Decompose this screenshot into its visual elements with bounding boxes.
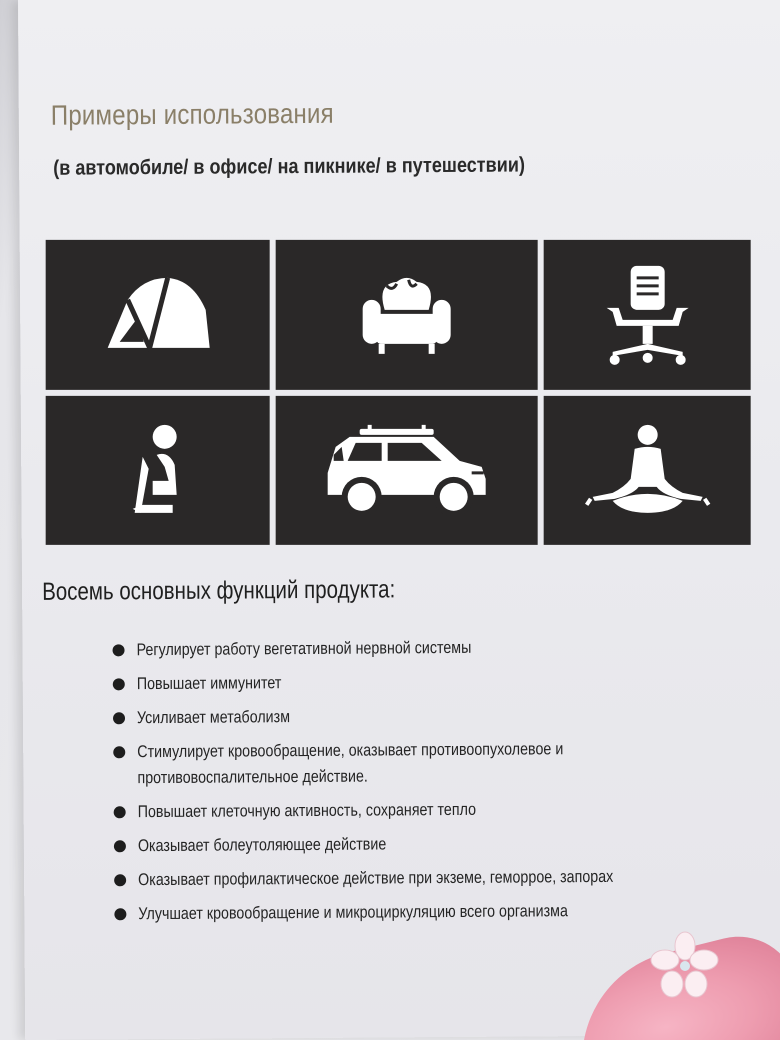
tent-icon: [98, 270, 218, 360]
list-item-text: Стимулирует кровообращение, оказывает противоопухолевое и противовоспалительное действие.: [137, 739, 564, 788]
office-chair-icon: [602, 260, 692, 370]
list-item: [113, 667, 753, 697]
list-item-text: Повышает иммунитет: [136, 673, 282, 694]
list-item-text: Оказывает профилактическое действие при экземе, геморрое, запорах: [138, 866, 614, 890]
flower-decoration-icon: [650, 930, 720, 1000]
list-item: [113, 735, 753, 791]
list-item-text: Улучшает кровообращение и микроциркуляцию всего организма: [138, 901, 568, 924]
usage-subtitle: (в автомобиле/ в офисе/ на пикнике/ в путешествии): [53, 153, 525, 180]
list-item: [113, 701, 753, 731]
brochure-page: [18, 0, 780, 1040]
bullet-icon: [113, 644, 125, 656]
tile-suv-car: [276, 396, 538, 545]
page-title: Примеры использования: [50, 97, 334, 131]
list-item: [114, 863, 754, 893]
bullet-icon: [113, 712, 125, 724]
list-item: [114, 795, 754, 825]
list-item-text: Регулирует работу вегетативной нервной системы: [136, 637, 472, 660]
list-item: [112, 633, 752, 663]
tile-tent: [46, 240, 270, 390]
list-item-text: Усиливает метаболизм: [136, 707, 291, 728]
tile-office-chair: [544, 240, 751, 390]
functions-heading: Восемь основных функций продукта:: [42, 575, 396, 606]
bullet-icon: [114, 840, 126, 852]
meditation-icon: [582, 420, 712, 520]
tile-meditation: [544, 396, 751, 545]
list-item-text: Повышает клеточную активность, сохраняет тепло: [137, 799, 477, 822]
armchair-icon: [357, 270, 457, 360]
bullet-icon: [114, 806, 126, 818]
seated-person-icon: [113, 420, 203, 520]
list-item-text: Оказывает болеутоляющее действие: [137, 834, 387, 856]
list-item: [114, 829, 754, 859]
functions-list: [112, 633, 754, 935]
bullet-icon: [113, 678, 125, 690]
usage-icon-grid: [46, 240, 751, 545]
tile-armchair: [276, 240, 538, 390]
bullet-icon: [114, 874, 126, 886]
list-item: [114, 897, 754, 927]
tile-seated-person: [46, 396, 270, 545]
suv-car-icon: [322, 420, 492, 520]
bullet-icon: [113, 746, 125, 758]
bullet-icon: [114, 908, 126, 920]
